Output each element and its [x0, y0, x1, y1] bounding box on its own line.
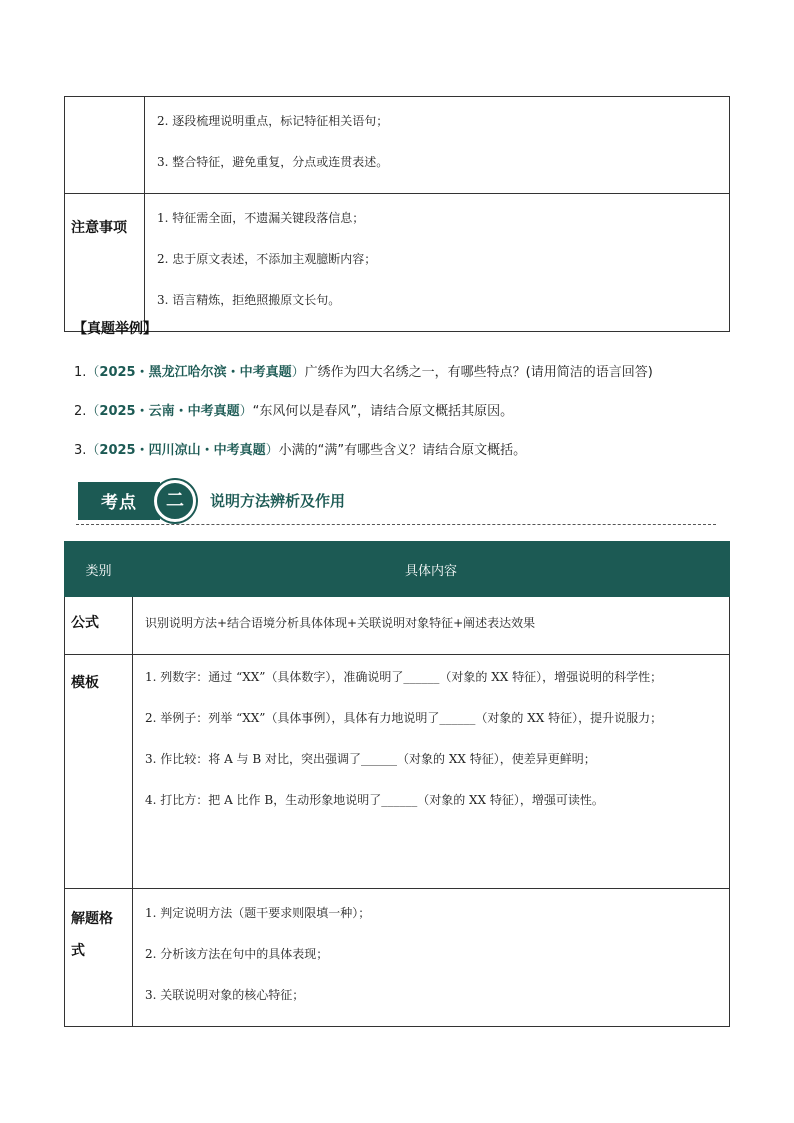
content-line: 2. 举例子：列举 “XX”（具体事例），具体有力地说明了______（对象的 XX 特征），提升说服力； [145, 711, 663, 725]
row-label: 模板 [65, 655, 133, 889]
content-line: 3. 关联说明对象的核心特征； [145, 988, 305, 1002]
question-text: “东风何以是春风”，请结合原文概括其原因。 [252, 404, 514, 419]
row-content [133, 889, 730, 1027]
column-header: 具体内容 [133, 542, 730, 597]
column-header: 类别 [65, 542, 133, 597]
examples-heading: 【真题举例】 [73, 321, 157, 337]
example-question: 2.（2025・云南・中考真题）“东风何以是春风”，请结合原文概括其原因。 [74, 404, 514, 419]
row-content [145, 194, 730, 332]
question-text: 小满的“满”有哪些含义？请结合原文概括。 [278, 443, 527, 458]
method-table [64, 541, 730, 1027]
row-content [133, 597, 730, 655]
content-line: 1. 列数字：通过 “XX”（具体数字），准确说明了______（对象的 XX 特征），增强说明的科学性； [145, 670, 663, 684]
content-line: 2. 逐段梳理说明重点，标记特征相关语句； [157, 114, 389, 128]
table-row [65, 194, 730, 332]
content-line: 2. 忠于原文表述，不添加主观臆断内容； [157, 252, 377, 266]
content-line: 3. 整合特征，避免重复，分点或连贯表述。 [157, 155, 389, 169]
table-row [65, 889, 730, 1027]
kaodian-section-header [76, 478, 716, 524]
question-source: 2025・黑龙江哈尔滨・中考真题 [99, 365, 292, 380]
content-line: 2. 分析该方法在句中的具体表现； [145, 947, 329, 961]
table-row [65, 655, 730, 889]
content-line: 3. 语言精炼，拒绝照搬原文长句。 [157, 293, 341, 307]
row-content [145, 97, 730, 194]
row-content [133, 655, 730, 889]
features-table-continued [64, 96, 730, 332]
content-line: 1. 判定说明方法（题干要求则限填一种）； [145, 906, 371, 920]
row-label: 公式 [65, 597, 133, 655]
example-question: 3.（2025・四川凉山・中考真题）小满的“满”有哪些含义？请结合原文概括。 [74, 443, 527, 458]
dashed-divider [76, 524, 716, 525]
question-source: 2025・四川凉山・中考真题 [99, 443, 266, 458]
kaodian-label: 考点 [78, 482, 160, 520]
table-row [65, 597, 730, 655]
table-header-row [65, 542, 730, 597]
row-label [65, 97, 145, 194]
kaodian-title: 说明方法辨析及作用 [210, 492, 346, 510]
content-line: 4. 打比方：把 A 比作 B，生动形象地说明了______（对象的 XX 特征），增强可读性。 [145, 793, 604, 807]
question-source: 2025・云南・中考真题 [99, 404, 240, 419]
row-label: 注意事项 [65, 194, 145, 332]
row-label: 解题格式 [65, 889, 133, 1027]
example-question: 1.（2025・黑龙江哈尔滨・中考真题）广绣作为四大名绣之一，有哪些特点？(请用简洁的语言回答) [74, 365, 653, 380]
kaodian-number-badge: 二 [154, 480, 196, 522]
question-text: 广绣作为四大名绣之一，有哪些特点？(请用简洁的语言回答) [304, 365, 653, 380]
table-row [65, 97, 730, 194]
content-line: 3. 作比较：将 A 与 B 对比，突出强调了______（对象的 XX 特征），使差异更鲜明； [145, 752, 596, 766]
content-line: 识别说明方法+结合语境分析具体体现+关联说明对象特征+阐述表达效果 [145, 616, 536, 630]
content-line: 1. 特征需全面，不遗漏关键段落信息； [157, 211, 365, 225]
